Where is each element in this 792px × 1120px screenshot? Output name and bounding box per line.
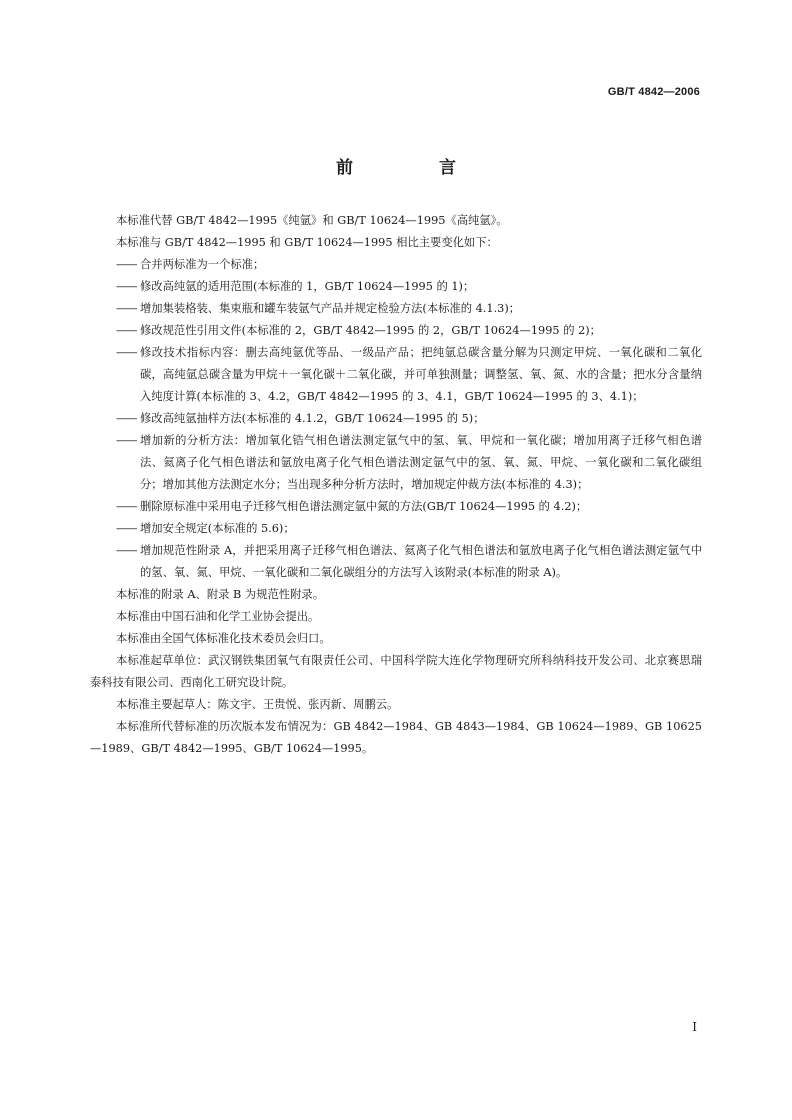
paragraph: 本标准主要起草人：陈文宇、王贵悦、张丙新、周鹏云。 [116, 698, 399, 711]
foreword-body [90, 210, 702, 760]
dash-marker: —— [116, 258, 137, 271]
change-item: —— 修改高纯氩的适用范围(本标准的 1，GB/T 10624—1995 的 1)； [90, 276, 702, 298]
dash-marker: —— [116, 434, 137, 447]
dash-marker: —— [116, 544, 137, 557]
dash-marker: —— [116, 500, 137, 513]
standard-code: GB/T 4842—2006 [607, 86, 700, 98]
change-item: —— 增加安全规定(本标准的 5.6)； [90, 518, 702, 540]
page-title: 前 言 [336, 158, 496, 178]
change-item: —— 增加集装格装、集束瓶和罐车装氩气产品并规定检验方法(本标准的 4.1.3)； [90, 298, 702, 320]
paragraph: 本标准所代替标准的历次版本发布情况为：GB 4842—1984、GB 4843—1984、GB 10624—1989、GB 10625—1989、GB/T 4842—1995、GB/T 10624—1995。 [90, 720, 702, 755]
paragraph: 本标准代替 GB/T 4842—1995《纯氩》和 GB/T 10624—1995《高纯氩》。 [116, 214, 508, 227]
paragraph: 本标准由中国石油和化学工业协会提出。 [116, 610, 320, 623]
paragraph: 本标准起草单位：武汉钢铁集团氧气有限责任公司、中国科学院大连化学物理研究所科纳科技开发公司、北京赛思瑞泰科技有限公司、西南化工研究设计院。 [90, 654, 702, 689]
change-item: —— 增加新的分析方法：增加氧化锆气相色谱法测定氩气中的氢、氧、甲烷和一氧化碳；增加用离子迁移气相色谱法、氦离子化气相色谱法和氩放电离子化气相色谱法测定氩气中的氢、氧、氮、甲烷、一氧化碳和二氧化碳组分；增加其他方法测定水分；当出现多种分析方法时，增加规定仲裁方法(本标准的 4.3)； [90, 430, 702, 496]
dash-marker: —— [116, 346, 137, 359]
change-item: —— 修改高纯氩抽样方法(本标准的 4.1.2，GB/T 10624—1995 的 5)； [90, 408, 702, 430]
page-number: I [692, 1020, 697, 1034]
dash-marker: —— [116, 280, 137, 293]
paragraph: 本标准与 GB/T 4842—1995 和 GB/T 10624—1995 相比主要变化如下： [116, 236, 498, 249]
change-item: —— 修改技术指标内容：删去高纯氩优等品、一级品产品；把纯氩总碳含量分解为只测定甲烷、一氧化碳和二氧化碳，高纯氩总碳含量为甲烷＋一氧化碳＋二氧化碳，并可单独测量；调整氢、氧、氮、水的含量；把水分含量纳入纯度计算(本标准的 3、4.2，GB/T 4842—1995 的 3、4.1，GB/T 10624—1995 的 3、4.1)； [90, 342, 702, 408]
dash-marker: —— [116, 412, 137, 425]
paragraph: 本标准由全国气体标准化技术委员会归口。 [116, 632, 331, 645]
dash-marker: —— [116, 522, 137, 535]
change-item: —— 删除原标准中采用电子迁移气相色谱法测定氩中氮的方法(GB/T 10624—1995 的 4.2)； [90, 496, 702, 518]
paragraph: 本标准的附录 A、附录 B 为规范性附录。 [116, 588, 324, 601]
change-item: —— 修改规范性引用文件(本标准的 2，GB/T 4842—1995 的 2，GB/T 10624—1995 的 2)； [90, 320, 702, 342]
change-item: —— 合并两标准为一个标准； [90, 254, 702, 276]
change-item: —— 增加规范性附录 A，并把采用离子迁移气相色谱法、氦离子化气相色谱法和氩放电离子化气相色谱法测定氩气中的氢、氧、氮、甲烷、一氧化碳和二氧化碳组分的方法写入该附录(本标准的附录 A)。 [90, 540, 702, 584]
dash-marker: —— [116, 302, 137, 315]
dash-marker: —— [116, 324, 137, 337]
